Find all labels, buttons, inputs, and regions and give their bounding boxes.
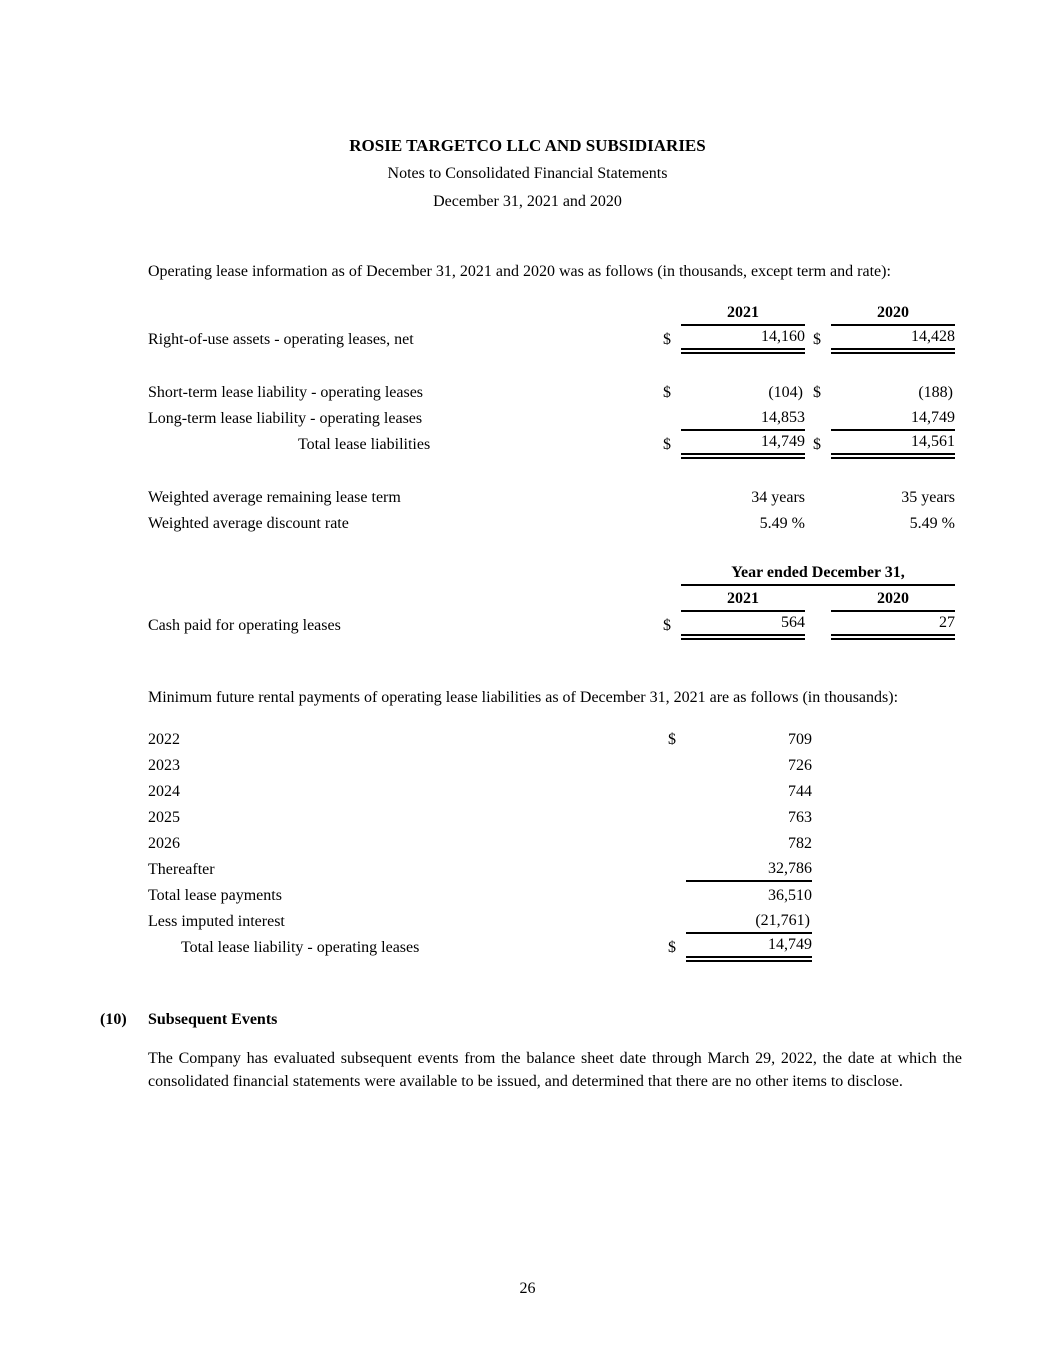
amount: 782 [788, 835, 812, 852]
table-row-total-lease-liability [148, 933, 812, 959]
dollar-sign: $ [813, 384, 821, 401]
year-header-row [148, 299, 955, 325]
table-row-2024 [148, 777, 812, 803]
value-2020: 35 years [901, 489, 955, 506]
year-header-2021: 2021 [681, 299, 805, 325]
amount-2020: 14,749 [831, 404, 955, 430]
amount-2021: (104) [768, 384, 803, 401]
dollar-sign: $ [813, 436, 821, 453]
amount: 709 [788, 731, 812, 748]
amount-2021: 14,853 [681, 404, 805, 430]
section-number: (10) [100, 1011, 127, 1028]
year-ended-header-row [148, 559, 955, 585]
table-row-rou-assets [148, 325, 955, 351]
dollar-sign: $ [813, 331, 821, 348]
value-2020: 5.49 % [909, 515, 955, 532]
subsequent-events-paragraph: The Company has evaluated subsequent events from the balance sheet date through March 29, 2022, the date at which the consolidated financial statements were available to be issued, and determined that there are no other items to disclose. [148, 1050, 962, 1090]
amount: 32,786 [686, 855, 812, 881]
row-label: 2024 [148, 783, 180, 800]
value-2021: 5.49 % [759, 515, 805, 532]
table-row-long-term [148, 404, 955, 430]
year-header-2021: 2021 [681, 585, 805, 611]
row-label: Less imputed interest [148, 913, 285, 930]
intro-paragraph: Operating lease information as of December 31, 2021 and 2020 was as follows (in thousands, except term and rate): [148, 263, 891, 280]
table-row-less-imputed-interest [148, 907, 812, 933]
amount: 763 [788, 809, 812, 826]
table-row-wavg-rate [148, 509, 955, 535]
amount: (21,761) [686, 907, 812, 933]
year-ended-header: Year ended December 31, [681, 559, 955, 585]
year-header-2020: 2020 [831, 299, 955, 325]
amount: 726 [788, 757, 812, 774]
row-label: 2022 [148, 731, 180, 748]
amount-2021: 14,749 [681, 430, 805, 456]
dollar-sign: $ [663, 617, 671, 634]
amount-2020: (188) [918, 384, 953, 401]
amount: 14,749 [686, 933, 812, 959]
table-row-cash-paid [148, 611, 955, 637]
row-label: Weighted average remaining lease term [148, 489, 401, 506]
table-row-total-payments [148, 881, 812, 907]
value-2021: 34 years [751, 489, 805, 506]
table-row-thereafter [148, 855, 812, 881]
amount-2021: 14,160 [681, 325, 805, 351]
cash-year-header-row [148, 585, 955, 611]
maturity-table [148, 725, 812, 962]
table-row-total-liabilities [148, 430, 955, 456]
page-number: 26 [519, 1280, 536, 1297]
document-header [0, 0, 1055, 216]
row-label: Right-of-use assets - operating leases, net [148, 331, 414, 348]
row-label: Weighted average discount rate [148, 515, 349, 532]
doc-date-line: December 31, 2021 and 2020 [433, 193, 622, 210]
row-label: Short-term lease liability - operating leases [148, 384, 424, 401]
row-label: 2023 [148, 757, 180, 774]
row-label: Total lease payments [148, 887, 282, 904]
amount-2020: 14,561 [831, 430, 955, 456]
subsequent-events-heading [100, 1008, 1055, 1031]
section-title: Subsequent Events [148, 1011, 278, 1028]
dollar-sign: $ [663, 436, 671, 453]
row-label: 2026 [148, 835, 180, 852]
row-label: Cash paid for operating leases [148, 617, 341, 634]
table-row-wavg-term [148, 483, 955, 509]
year-header-2020: 2020 [831, 585, 955, 611]
amount: 744 [788, 783, 812, 800]
lease-info-table [148, 299, 955, 640]
table-row-2025 [148, 803, 812, 829]
row-label: Total lease liabilities [298, 436, 431, 453]
amount-2021: 564 [681, 611, 805, 637]
dollar-sign: $ [668, 731, 676, 748]
table-row-2022 [148, 725, 812, 751]
row-label: Thereafter [148, 861, 215, 878]
spacer-row [148, 456, 955, 483]
amount-2020: 27 [831, 611, 955, 637]
amount: 36,510 [768, 887, 812, 904]
doc-subtitle: Notes to Consolidated Financial Statements [387, 165, 668, 182]
company-title: ROSIE TARGETCO LLC AND SUBSIDIARIES [349, 136, 706, 155]
table-row-2026 [148, 829, 812, 855]
spacer-row [148, 351, 955, 378]
table-row-2023 [148, 751, 812, 777]
row-label: Long-term lease liability - operating leases [148, 410, 423, 427]
spacer-row [148, 535, 955, 559]
dollar-sign: $ [663, 331, 671, 348]
table-row-short-term [148, 378, 955, 404]
future-payments-paragraph: Minimum future rental payments of operating lease liabilities as of December 31, 2021 are as follows (in thousands): [148, 689, 899, 706]
row-label: 2025 [148, 809, 180, 826]
dollar-sign: $ [668, 939, 676, 956]
amount-2020: 14,428 [831, 325, 955, 351]
row-label: Total lease liability - operating leases [181, 939, 420, 956]
dollar-sign: $ [663, 384, 671, 401]
